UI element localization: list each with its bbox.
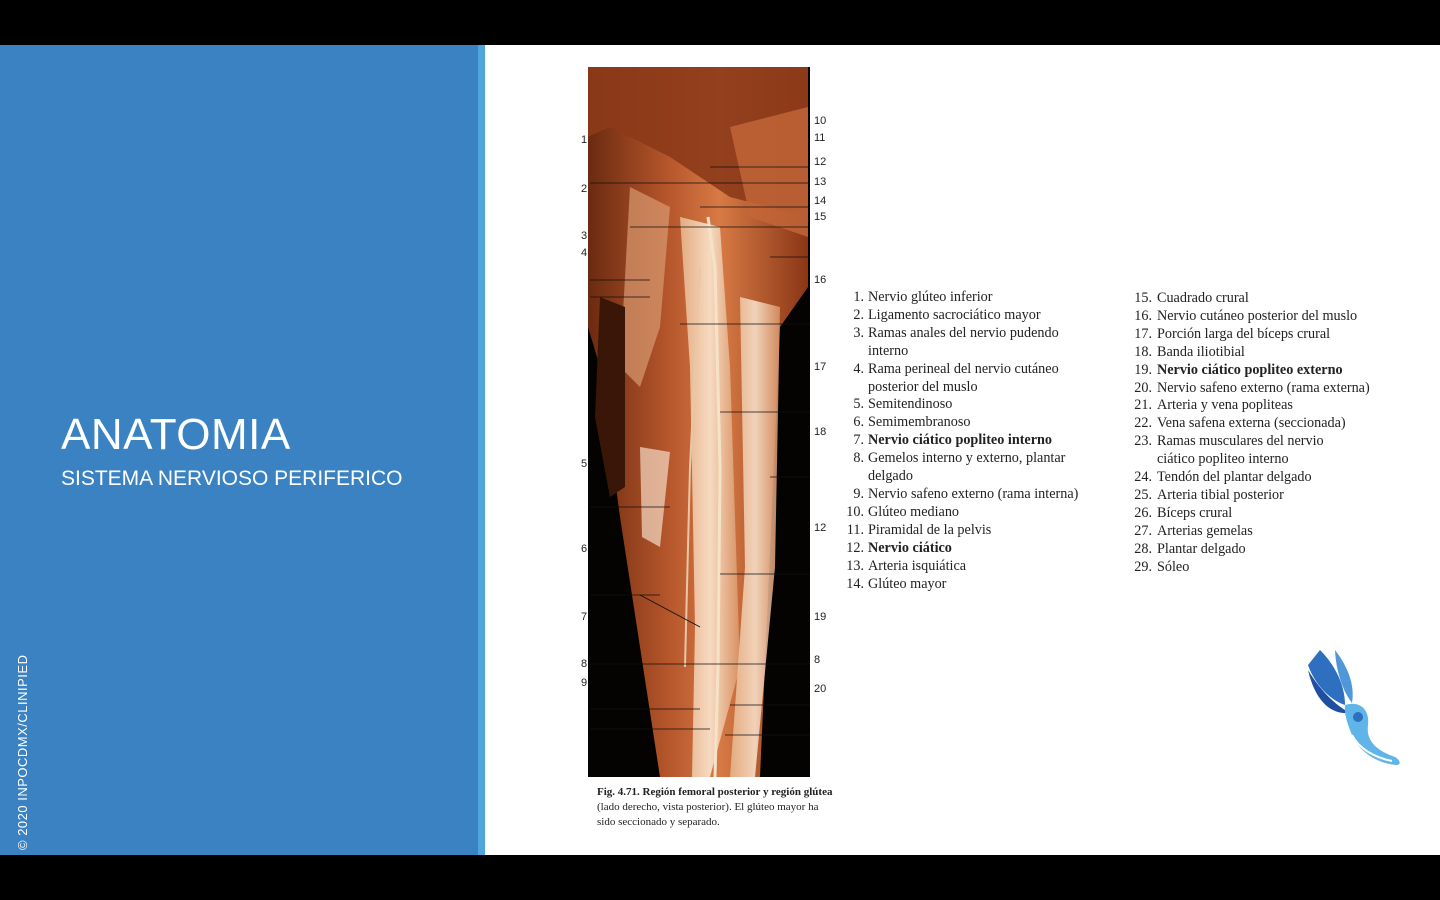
legend-item-text: Sóleo bbox=[1157, 558, 1190, 575]
legend-item bbox=[844, 576, 1078, 594]
legend-item-text: Glúteo mediano bbox=[868, 503, 960, 520]
legend-item bbox=[844, 540, 1078, 558]
legend-item-number: 28. bbox=[1134, 540, 1152, 557]
figure-label: 6 bbox=[581, 543, 588, 555]
legend-item-number: 26. bbox=[1134, 504, 1152, 521]
legend-item-number: 13. bbox=[846, 557, 864, 574]
figure-label: 9 bbox=[581, 677, 588, 689]
legend-item-text: Porción larga del bíceps crural bbox=[1157, 325, 1331, 342]
legend-item-number: 22. bbox=[1134, 415, 1152, 432]
legend-item bbox=[844, 432, 1078, 450]
legend-item-text: Arteria y vena popliteas bbox=[1157, 397, 1293, 414]
legend-item-text: Nervio ciático bbox=[868, 539, 952, 556]
legend-item-number: 8. bbox=[853, 450, 864, 467]
legend-left-column bbox=[844, 289, 1078, 593]
legend-item-number: 4. bbox=[853, 360, 864, 377]
figure-label: 11 bbox=[814, 132, 826, 144]
legend-item-number: 24. bbox=[1134, 469, 1152, 486]
legend-item-text: Semitendinoso bbox=[868, 396, 953, 413]
figure-label: 5 bbox=[581, 458, 588, 470]
legend-item-number: 19. bbox=[1134, 361, 1152, 378]
legend-item bbox=[1130, 397, 1370, 415]
legend-item-text: Ramas musculares del nervio bbox=[1157, 433, 1324, 450]
legend-item bbox=[844, 307, 1078, 325]
legend-item-text: Arterias gemelas bbox=[1157, 522, 1253, 539]
legend-item bbox=[1130, 469, 1370, 487]
figure-caption-title: Fig. 4.71. Región femoral posterior y región glútea bbox=[597, 786, 833, 798]
legend-item-continuation: posterior del muslo bbox=[868, 378, 978, 395]
copyright-text: © 2020 INPOCDMX/CLINIPIED bbox=[15, 654, 30, 850]
legend-item-text: Tendón del plantar delgado bbox=[1157, 469, 1312, 486]
figure-label: 4 bbox=[581, 247, 588, 259]
legend-item-number: 20. bbox=[1134, 379, 1152, 396]
legend-item bbox=[844, 414, 1078, 432]
legend-item-text: Arteria isquiática bbox=[868, 557, 967, 574]
legend-item-number: 5. bbox=[853, 396, 864, 413]
legend-item bbox=[844, 361, 1078, 379]
legend-item-number: 17. bbox=[1134, 325, 1152, 342]
legend-item-number: 9. bbox=[853, 485, 864, 502]
legend-item-continuation: ciático popliteo interno bbox=[1157, 451, 1289, 468]
legend-item-text: Ramas anales del nervio pudendo bbox=[868, 324, 1059, 341]
legend-item-number: 14. bbox=[846, 575, 864, 592]
legend-item-number: 2. bbox=[853, 306, 864, 323]
title-panel bbox=[0, 45, 478, 855]
legend-item bbox=[1130, 415, 1370, 433]
legend-item-number: 15. bbox=[1134, 290, 1152, 306]
legend-item bbox=[844, 558, 1078, 576]
legend-item-text: Nervio cutáneo posterior del muslo bbox=[1157, 307, 1358, 324]
legend-item bbox=[1130, 487, 1370, 505]
legend-item-text: Ligamento sacrociático mayor bbox=[868, 306, 1041, 323]
legend-item bbox=[1130, 559, 1370, 577]
legend-item-number: 16. bbox=[1134, 307, 1152, 324]
legend-item-number: 25. bbox=[1134, 486, 1152, 503]
figure-label: 19 bbox=[814, 611, 827, 623]
legend-item-number: 6. bbox=[853, 414, 864, 431]
legend-item-text: Semimembranoso bbox=[868, 414, 971, 431]
legend-item-text: Nervio safeno externo (rama externa) bbox=[1157, 379, 1370, 396]
legend-item bbox=[1130, 541, 1370, 559]
figure-label: 8 bbox=[814, 654, 821, 666]
legend-item bbox=[844, 522, 1078, 540]
slide-subtitle: SISTEMA NERVIOSO PERIFERICO bbox=[61, 467, 403, 490]
legend-item bbox=[844, 504, 1078, 522]
figure-label: 2 bbox=[581, 183, 588, 195]
figure-caption-body: (lado derecho, vista posterior). El glúteo mayor ha sido seccionado y separado. bbox=[597, 801, 819, 828]
legend-item-number: 12. bbox=[846, 539, 864, 556]
figure-label: 1 bbox=[581, 134, 588, 146]
legend-item-number: 29. bbox=[1134, 558, 1152, 575]
legend-item-continuation: delgado bbox=[868, 468, 913, 485]
legend-item-number: 21. bbox=[1134, 397, 1152, 414]
figure-caption bbox=[597, 785, 837, 830]
figure-label: 15 bbox=[814, 211, 827, 223]
slide-title: ANATOMIA bbox=[61, 410, 291, 459]
legend-item-text: Nervio safeno externo (rama interna) bbox=[868, 485, 1079, 502]
legend-item bbox=[1130, 344, 1370, 362]
legend-item-text: Piramidal de la pelvis bbox=[868, 521, 992, 538]
figure-label: 16 bbox=[814, 274, 827, 286]
legend-item-text: Glúteo mayor bbox=[868, 575, 947, 592]
legend-item-number: 11. bbox=[846, 521, 864, 538]
figure-label: 10 bbox=[814, 115, 827, 127]
figure-label: 8 bbox=[581, 658, 588, 670]
figure-label: 12 bbox=[814, 522, 827, 534]
figure-label: 7 bbox=[581, 611, 588, 623]
figure-label: 12 bbox=[814, 156, 827, 168]
figure-label: 3 bbox=[581, 230, 588, 242]
figure-label: 13 bbox=[814, 176, 827, 188]
legend-item bbox=[1130, 362, 1370, 380]
legend-item bbox=[1130, 308, 1370, 326]
legend-item bbox=[844, 396, 1078, 414]
legend-item-number: 3. bbox=[853, 324, 864, 341]
legend-item-text: Nervio glúteo inferior bbox=[868, 289, 993, 305]
legend-item bbox=[844, 486, 1078, 504]
legend-item-text: Gemelos interno y externo, plantar bbox=[868, 450, 1066, 467]
legend-item-text: Banda iliotibial bbox=[1157, 343, 1245, 360]
legend-item bbox=[1130, 433, 1370, 451]
legend-item bbox=[1130, 290, 1370, 308]
legend-item-text: Bíceps crural bbox=[1157, 504, 1233, 521]
legend-right-column bbox=[1130, 290, 1370, 577]
legend-item-number: 23. bbox=[1134, 433, 1152, 450]
legend-item-text: Rama perineal del nervio cutáneo bbox=[868, 360, 1059, 377]
legend-item bbox=[844, 289, 1078, 307]
legend-item-number: 27. bbox=[1134, 522, 1152, 539]
legend-item bbox=[1130, 523, 1370, 541]
figure-label: 17 bbox=[814, 361, 827, 373]
legend-item-text: Vena safena externa (seccionada) bbox=[1157, 415, 1346, 432]
legend-item-number: 1. bbox=[853, 289, 864, 305]
legend-item-number: 10. bbox=[846, 503, 864, 520]
legend-item bbox=[1130, 505, 1370, 523]
figure-label: 18 bbox=[814, 426, 827, 438]
legend-item bbox=[844, 450, 1078, 468]
anatomy-specimen-image bbox=[580, 67, 820, 782]
legend-item-number: 18. bbox=[1134, 343, 1152, 360]
legend-item bbox=[1130, 380, 1370, 398]
legend-item-text: Arteria tibial posterior bbox=[1157, 486, 1284, 503]
legend-item bbox=[1130, 326, 1370, 344]
accent-divider bbox=[478, 45, 485, 855]
slide bbox=[0, 45, 1440, 855]
legend-item-text: Cuadrado crural bbox=[1157, 290, 1249, 306]
legend-item-number: 7. bbox=[853, 432, 864, 449]
figure-label: 20 bbox=[814, 683, 827, 695]
winged-foot-icon bbox=[1300, 645, 1410, 770]
legend-item-continuation: interno bbox=[868, 342, 909, 359]
figure-label: 14 bbox=[814, 195, 827, 207]
legend-item-text: Plantar delgado bbox=[1157, 540, 1246, 557]
legend-item-text: Nervio ciático popliteo externo bbox=[1157, 361, 1343, 378]
legend-item-text: Nervio ciático popliteo interno bbox=[868, 432, 1053, 449]
legend-item bbox=[844, 325, 1078, 343]
